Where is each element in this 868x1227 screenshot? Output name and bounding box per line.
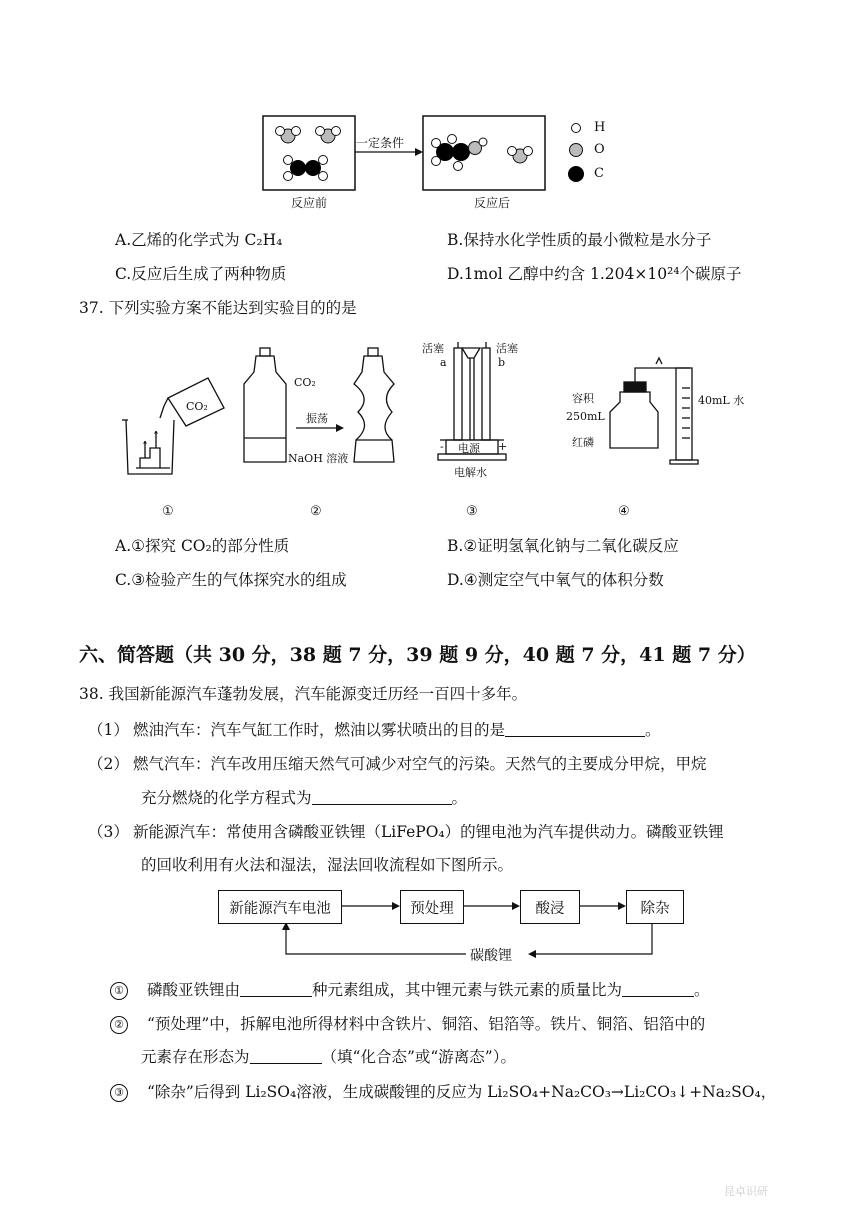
q38-part2-end: 。 [451, 789, 468, 807]
q37-option-a: A.①探究 CO₂的部分性质 [115, 537, 290, 555]
answer-blank-5[interactable] [250, 1049, 322, 1064]
legend-c-label: C [594, 166, 604, 181]
answer-blank-1[interactable] [505, 722, 645, 737]
fig4-apparatus [610, 358, 698, 464]
q37-stem: 37. 下列实验方案不能达到实验目的的是 [79, 299, 357, 317]
fig4-volume-label: 容积 [572, 392, 594, 405]
fig1-co2-label: CO₂ [186, 400, 208, 413]
q38-sub2-line1 [110, 1012, 705, 1034]
q36-option-a: A.乙烯的化学式为 C₂H₄ [115, 231, 283, 249]
water-molecule-2 [316, 127, 341, 144]
legend-c-icon [568, 166, 584, 182]
label-before: 反应前 [291, 196, 328, 210]
flow-box-pretreat: 预处理 [400, 890, 464, 924]
fig3-valve-left: 活塞 [422, 342, 444, 355]
fig2-naoh-label: NaOH 溶液 [288, 452, 349, 465]
fig3-b-label: b [498, 356, 506, 369]
sub1-text-a: 磷酸亚铁锂由 [146, 981, 240, 999]
answer-blank-3[interactable] [240, 982, 312, 997]
q38-part1-end: 。 [644, 721, 661, 739]
q38-stem: 38. 我国新能源汽车蓬勃发展，汽车能源变迁历经一百四十多年。 [79, 685, 528, 703]
q37-option-d: D.④测定空气中氧气的体积分数 [447, 571, 664, 589]
fig4-phosphorus: 红磷 [572, 436, 594, 449]
fig1-number: ① [162, 504, 174, 519]
q38-sub1 [110, 978, 709, 1000]
q38-part2-line2 [141, 786, 467, 808]
q38-part2-number: （2） [88, 755, 129, 773]
fig3-power-label: 电源 [458, 442, 480, 455]
fig3-valve-right: 活塞 [496, 342, 518, 355]
fig1-beaker [122, 420, 174, 474]
q38-part3-number: （3） [88, 823, 129, 841]
q38-part2-text: 燃气汽车：汽车改用压缩天然气可减少对空气的污染。天然气的主要成分甲烷，甲烷 [132, 755, 707, 773]
q37-figures [110, 328, 770, 528]
flow-box-battery: 新能源汽车电池 [218, 890, 342, 924]
q36-option-c: C.反应后生成了两种物质 [115, 265, 287, 283]
fig2-number: ② [310, 504, 322, 519]
fig3-a-label: a [440, 356, 447, 369]
answer-blank-2[interactable] [312, 790, 452, 805]
fig2-bottle-after [354, 348, 394, 462]
sub2-text: “预处理”中，拆解电池所得材料中含铁片、铜箔、铝箔等。铁片、铜箔、铝箔中的 [146, 1015, 706, 1033]
fig2-bottle-before [244, 348, 286, 462]
sub1-end: 。 [693, 981, 710, 999]
q38-sub3 [110, 1080, 776, 1102]
ethanol-molecule [432, 135, 488, 171]
water-molecule-3 [508, 147, 533, 164]
flowchart [218, 884, 670, 964]
fig3-plus-label: + [498, 440, 508, 453]
fig2-co2-label: CO₂ [294, 376, 316, 389]
q36-option-b: B.保持水化学性质的最小微粒是水分子 [447, 231, 712, 249]
sub3-number: ③ [110, 1084, 128, 1102]
fig3-number: ③ [466, 504, 478, 519]
reaction-condition: 一定条件 [356, 136, 405, 150]
q38-part3-line1 [88, 820, 724, 842]
sub2-text-a: 元素存在形态为 [141, 1048, 250, 1066]
fig4-water: 40mL 水 [698, 394, 745, 407]
fig2-shake-label: 振荡 [306, 412, 328, 425]
flow-box-acid: 酸浸 [520, 890, 580, 924]
answer-blank-4[interactable] [622, 982, 694, 997]
q36-option-d: D.1mol 乙醇中约含 1.204×10²⁴个碳原子 [447, 265, 742, 283]
legend-o-icon [570, 144, 583, 157]
fig3-caption: 电解水 [454, 466, 487, 479]
legend-o-label: O [594, 142, 605, 157]
q38-part1 [88, 718, 660, 740]
q38-part3-text: 新能源汽车：常使用含磷酸亚铁锂（LiFePO₄）的锂电池为汽车提供动力。磷酸亚铁锂 [132, 823, 724, 841]
q38-part1-text: 燃油汽车：汽车气缸工作时，燃油以雾状喷出的目的是 [132, 721, 505, 739]
watermark: 昆卓识研 [724, 1185, 768, 1198]
sub3-text: “除杂”后得到 Li₂SO₄溶液，生成碳酸锂的反应为 Li₂SO₄+Na₂CO₃→Li₂CO₃↓+Na₂SO₄， [146, 1083, 777, 1101]
sub2-number: ② [110, 1016, 128, 1034]
fig3-minus-label: - [440, 440, 444, 453]
legend-h-icon [572, 124, 581, 133]
q37-option-b: B.②证明氢氧化钠与二氧化碳反应 [447, 537, 679, 555]
q38-part2-line1 [88, 752, 706, 774]
q38-sub2-line2 [141, 1045, 516, 1067]
label-after: 反应后 [474, 196, 511, 210]
q38-part2-text2: 充分燃烧的化学方程式为 [141, 789, 312, 807]
section-title: 六、简答题（共 30 分，38 题 7 分，39 题 9 分，40 题 7 分，41 题 7 分） [79, 644, 756, 666]
sub1-number: ① [110, 982, 128, 1000]
q37-option-c: C.③检验产生的气体探究水的组成 [115, 571, 347, 589]
ethylene-molecule [284, 156, 328, 181]
sub1-text-b: 种元素组成，其中锂元素与铁元素的质量比为 [311, 981, 622, 999]
reaction-diagram [258, 112, 628, 212]
sub2-text-b: （填“化合态”或“游离态”）。 [321, 1048, 516, 1066]
fig4-volume: 250mL [566, 410, 605, 423]
q38-part1-number: （1） [88, 721, 129, 739]
q38-part3-line2: 的回收利用有火法和湿法，湿法回收流程如下图所示。 [141, 856, 514, 874]
water-molecule-1 [276, 127, 301, 144]
fig4-number: ④ [618, 504, 630, 519]
flow-box-purify: 除杂 [626, 890, 684, 924]
flow-back-label: 碳酸锂 [470, 948, 512, 964]
before-box [263, 116, 355, 190]
legend-h-label: H [594, 120, 606, 135]
